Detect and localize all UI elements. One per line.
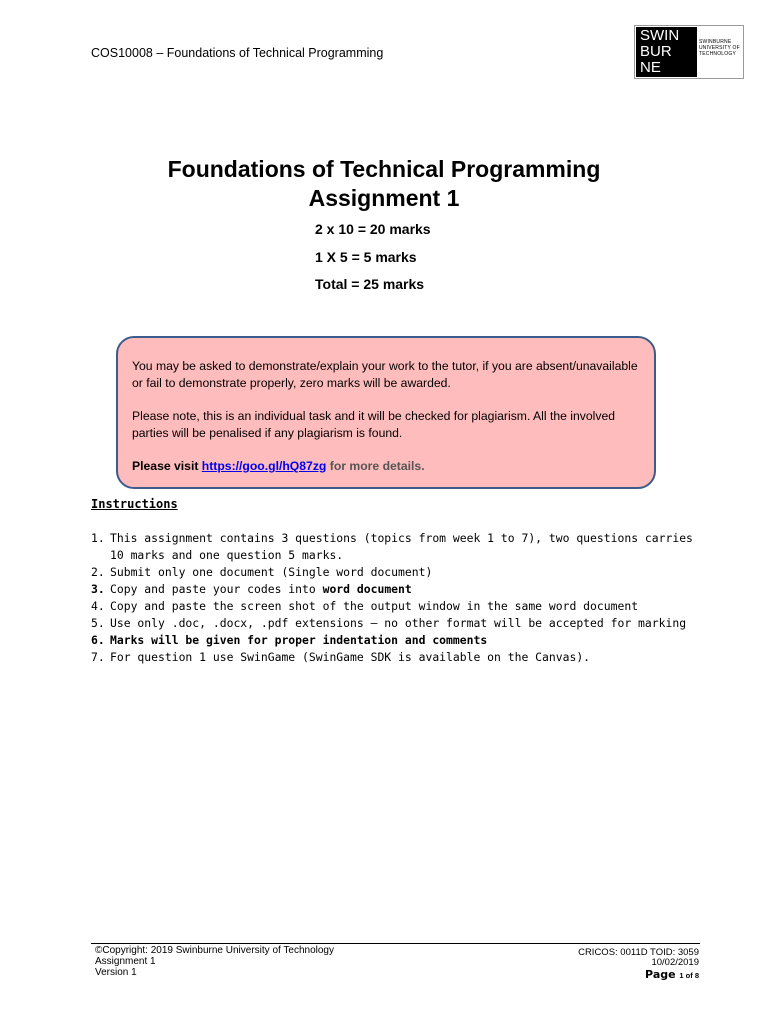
logo-wordmark: SWIN BUR NE <box>636 27 697 77</box>
instructions-list <box>91 530 691 666</box>
footer-divider <box>91 943 700 944</box>
footer-copyright: ©Copyright: 2019 Swinburne University of Technology <box>95 945 334 956</box>
notice-demonstrate: You may be asked to demonstrate/explain your work to the tutor, if you are absent/unavailable or fail to demonstrate properly, zero marks will be awarded. <box>132 359 638 390</box>
list-item: 4. Copy and paste the screen shot of the output window in the same word document <box>91 599 639 613</box>
list-item: 2. Submit only one document (Single word document) <box>91 565 433 579</box>
footer-page-number: Page 1 of 8 <box>645 968 699 981</box>
logo-university-text: SWINBURNE UNIVERSITY OF TECHNOLOGY <box>699 39 740 57</box>
footer-date: 10/02/2019 <box>651 957 699 968</box>
swinburne-logo <box>634 25 744 79</box>
footer-version: Version 1 <box>95 967 137 978</box>
footer-left <box>95 945 334 978</box>
notice-plagiarism: Please note, this is an individual task and it will be checked for plagiarism. All the involved parties will be penalised if any plagiarism is found. <box>132 409 616 440</box>
document-title <box>0 155 768 213</box>
marks-line-2: 1 X 5 = 5 marks <box>315 249 417 265</box>
list-item: 6. Marks will be given for proper indentation and comments <box>91 633 488 647</box>
list-item: 3. Copy and paste your codes into word document <box>91 582 412 596</box>
details-link[interactable]: https://goo.gl/hQ87zg <box>201 459 327 473</box>
list-item: 5. Use only .doc, .docx, .pdf extensions – no other format will be accepted for marking <box>91 616 687 630</box>
footer-cricos: CRICOS: 0011D TOID: 3059 <box>578 947 699 958</box>
title-line-2: Assignment 1 <box>308 185 460 211</box>
header-course-title: COS10008 – Foundations of Technical Programming <box>91 46 384 60</box>
instructions-heading: Instructions <box>91 497 178 511</box>
notice-box <box>116 336 656 489</box>
list-item: 7. For question 1 use SwinGame (SwinGame SDK is available on the Canvas). <box>91 650 591 664</box>
notice-visit: Please visit https://goo.gl/hQ87zg for more details. <box>132 459 425 473</box>
title-line-1: Foundations of Technical Programming <box>167 156 601 182</box>
marks-line-1: 2 x 10 = 20 marks <box>315 221 431 237</box>
footer-doc-name: Assignment 1 <box>95 956 156 967</box>
footer-right <box>578 948 699 981</box>
marks-total: Total = 25 marks <box>315 276 425 292</box>
list-item: 1. This assignment contains 3 questions (topics from week 1 to 7), two questions carries 10 marks and one question 5 marks. <box>91 531 693 562</box>
